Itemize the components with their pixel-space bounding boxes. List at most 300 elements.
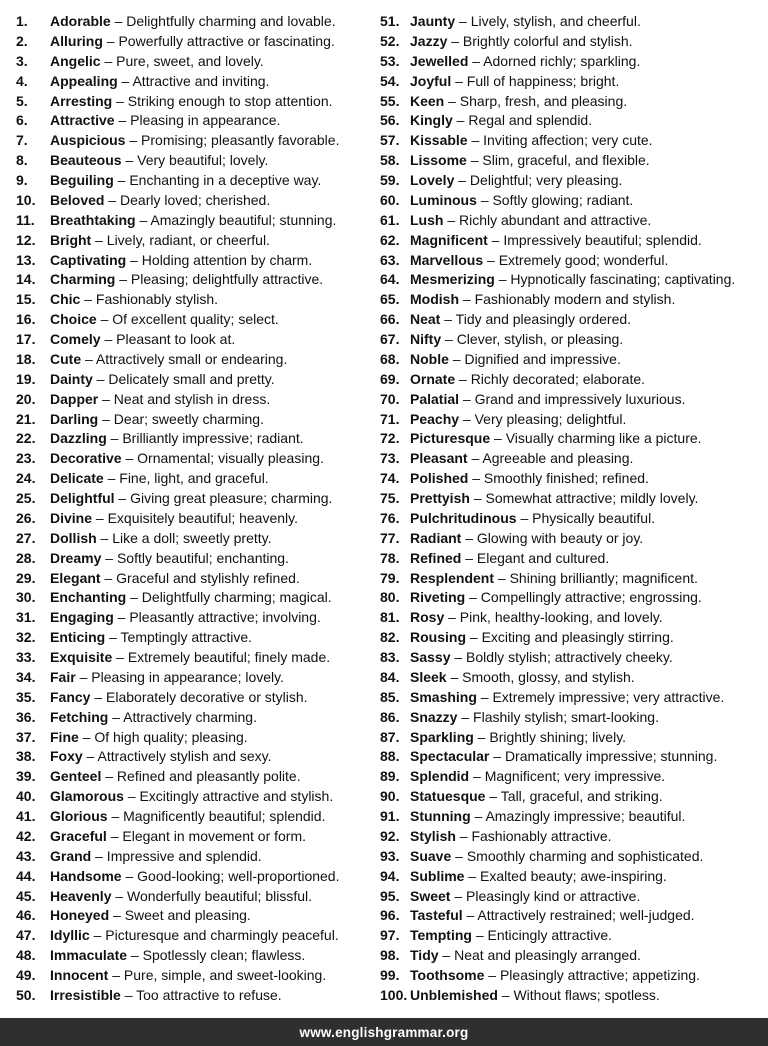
list-item <box>380 151 760 171</box>
item-definition: – Richly decorated; elaborate. <box>455 370 646 387</box>
item-word: Enchanting <box>50 589 127 606</box>
item-entry <box>50 390 270 410</box>
item-number: 60. <box>380 191 400 208</box>
list-item <box>380 807 760 827</box>
item-number: 58. <box>380 152 400 169</box>
list-item <box>380 827 760 847</box>
item-word: Immaculate <box>50 947 128 964</box>
item-definition: – Hypnotically fascinating; captivating. <box>494 271 736 288</box>
item-number: 17. <box>16 331 36 347</box>
item-entry <box>410 270 735 290</box>
item-word: Sublime <box>410 867 465 884</box>
item-word: Dreamy <box>50 549 102 566</box>
list-item <box>16 628 380 648</box>
item-number: 23. <box>16 450 36 467</box>
item-word: Beloved <box>50 191 105 208</box>
list-item <box>380 410 760 430</box>
item-number: 91. <box>380 808 400 824</box>
item-entry <box>410 966 700 986</box>
item-word: Statuesque <box>410 788 486 805</box>
item-entry <box>50 926 339 946</box>
list-item <box>380 867 760 887</box>
item-word: Foxy <box>50 748 83 765</box>
list-item <box>16 946 380 966</box>
item-number: 35. <box>16 688 36 705</box>
list-item <box>380 290 760 310</box>
item-entry <box>410 608 663 628</box>
item-entry <box>50 32 335 52</box>
item-definition: – Brilliantly impressive; radiant. <box>106 430 304 447</box>
item-definition: – Somewhat attractive; mildly lovely. <box>469 490 699 506</box>
item-entry <box>50 350 287 370</box>
item-number: 5. <box>16 92 28 109</box>
item-word: Appealing <box>50 72 118 89</box>
list-item <box>380 648 760 668</box>
list-item <box>16 688 380 708</box>
item-word: Rosy <box>410 609 445 626</box>
item-word: Enticing <box>50 629 106 646</box>
item-number: 99. <box>380 967 400 983</box>
item-definition: – Pure, simple, and sweet-looking. <box>108 967 327 983</box>
list-item <box>380 350 760 370</box>
list-item <box>16 906 380 926</box>
item-number: 29. <box>16 569 36 586</box>
item-word: Idyllic <box>50 927 90 944</box>
item-number: 74. <box>380 470 400 487</box>
item-definition: – Delightful; very pleasing. <box>454 172 623 188</box>
item-definition: – Wonderfully beautiful; blissful. <box>111 887 312 904</box>
list-item <box>16 807 380 827</box>
item-definition: – Inviting affection; very cute. <box>467 132 653 149</box>
item-definition: – Giving great pleasure; charming. <box>114 490 333 506</box>
list-item <box>16 867 380 887</box>
item-word: Kissable <box>410 132 468 149</box>
item-definition: – Tidy and pleasingly ordered. <box>440 311 632 328</box>
list-item <box>16 350 380 370</box>
item-word: Beguiling <box>50 172 114 188</box>
item-definition: – Elaborately decorative or stylish. <box>90 688 308 705</box>
list-item <box>380 131 760 151</box>
item-definition: – Full of happiness; bright. <box>451 72 620 89</box>
item-definition: – Temptingly attractive. <box>105 629 253 646</box>
list-item <box>380 946 760 966</box>
list-item <box>16 290 380 310</box>
item-number: 40. <box>16 788 36 805</box>
item-word: Nifty <box>410 331 442 347</box>
list-item <box>380 887 760 907</box>
item-entry <box>410 231 702 251</box>
list-item <box>16 926 380 946</box>
list-item <box>380 72 760 92</box>
item-entry <box>410 111 592 131</box>
item-definition: – Impressively beautiful; splendid. <box>487 231 702 248</box>
item-word: Breathtaking <box>50 211 136 228</box>
item-word: Honeyed <box>50 907 110 924</box>
list-item <box>380 469 760 489</box>
item-entry <box>410 648 673 668</box>
list-item <box>16 728 380 748</box>
item-definition: – Powerfully attractive or fascinating. <box>102 32 335 49</box>
item-number: 73. <box>380 450 400 467</box>
item-definition: – Ornamental; visually pleasing. <box>121 450 324 467</box>
item-word: Glamorous <box>50 788 124 805</box>
list-item <box>16 509 380 529</box>
item-entry <box>410 92 627 112</box>
item-entry <box>410 867 667 887</box>
item-number: 87. <box>380 728 400 745</box>
item-number: 6. <box>16 112 28 129</box>
item-definition: – Flashily stylish; smart-looking. <box>457 708 659 725</box>
item-number: 43. <box>16 847 36 864</box>
item-word: Fine <box>50 728 79 745</box>
item-definition: – Neat and pleasingly arranged. <box>438 947 641 964</box>
item-word: Smashing <box>410 688 477 705</box>
item-entry <box>50 827 306 847</box>
item-number: 90. <box>380 788 400 805</box>
item-number: 83. <box>380 649 400 665</box>
item-entry <box>410 728 626 748</box>
list-item <box>380 787 760 807</box>
item-word: Chic <box>50 291 81 308</box>
item-entry <box>410 847 703 867</box>
item-entry <box>50 867 339 887</box>
item-word: Kingly <box>410 112 453 129</box>
item-definition: – Pure, sweet, and lovely. <box>100 52 264 69</box>
item-word: Fancy <box>50 688 91 705</box>
item-number: 89. <box>380 768 400 785</box>
list-item <box>380 747 760 767</box>
item-number: 92. <box>380 827 400 844</box>
item-definition: – Amazingly impressive; beautiful. <box>470 808 686 824</box>
item-word: Choice <box>50 311 97 328</box>
item-word: Magnificent <box>410 231 488 248</box>
item-word: Jazzy <box>410 32 448 49</box>
item-definition: – Grand and impressively luxurious. <box>459 390 686 407</box>
item-number: 50. <box>16 986 36 1003</box>
item-entry <box>50 330 235 350</box>
item-number: 80. <box>380 589 400 606</box>
item-entry <box>50 946 305 966</box>
item-entry <box>50 92 333 112</box>
item-word: Genteel <box>50 768 102 785</box>
item-definition: – Smooth, glossy, and stylish. <box>446 668 635 685</box>
item-definition: – Sweet and pleasing. <box>109 907 251 924</box>
item-definition: – Fashionably stylish. <box>80 291 219 308</box>
item-entry <box>410 628 674 648</box>
item-word: Pulchritudinous <box>410 509 517 526</box>
item-definition: – Delightfully charming and lovable. <box>110 13 336 29</box>
item-number: 94. <box>380 867 400 884</box>
item-definition: – Smoothly charming and sophisticated. <box>451 847 704 864</box>
item-entry <box>50 569 300 589</box>
item-entry <box>410 12 641 32</box>
item-entry <box>50 410 264 430</box>
item-definition: – Magnificently beautiful; splendid. <box>107 808 326 824</box>
item-word: Stunning <box>410 808 471 824</box>
item-number: 96. <box>380 907 400 924</box>
item-entry <box>410 688 724 708</box>
item-definition: – Shining brilliantly; magnificent. <box>494 569 698 586</box>
item-entry <box>50 608 321 628</box>
item-word: Delicate <box>50 470 104 487</box>
item-word: Exquisite <box>50 649 113 665</box>
list-item <box>380 668 760 688</box>
list-item <box>16 668 380 688</box>
item-entry <box>50 489 332 509</box>
item-word: Sassy <box>410 649 451 665</box>
list-item <box>16 251 380 271</box>
list-item <box>380 92 760 112</box>
item-entry <box>410 787 663 807</box>
item-entry <box>410 449 633 469</box>
list-item <box>380 12 760 32</box>
item-definition: – Of high quality; pleasing. <box>78 728 248 745</box>
item-entry <box>50 211 336 231</box>
item-word: Rousing <box>410 629 466 646</box>
item-number: 37. <box>16 728 36 745</box>
item-word: Fetching <box>50 708 109 725</box>
item-entry <box>50 906 251 926</box>
item-number: 65. <box>380 291 400 308</box>
list-item <box>16 151 380 171</box>
item-number: 20. <box>16 390 36 407</box>
item-word: Innocent <box>50 967 109 983</box>
item-number: 10. <box>16 191 36 208</box>
item-word: Mesmerizing <box>410 271 495 288</box>
list-item <box>380 310 760 330</box>
list-item <box>16 608 380 628</box>
item-entry <box>410 310 631 330</box>
item-entry <box>50 708 257 728</box>
item-number: 38. <box>16 748 36 765</box>
item-word: Adorable <box>50 13 111 29</box>
list-item <box>380 767 760 787</box>
list-item <box>16 787 380 807</box>
item-entry <box>410 986 660 1006</box>
item-entry <box>50 449 324 469</box>
item-definition: – Brightly colorful and stylish. <box>447 32 633 49</box>
item-entry <box>410 32 633 52</box>
list-item <box>380 32 760 52</box>
item-definition: – Physically beautiful. <box>516 509 656 526</box>
item-entry <box>50 509 298 529</box>
item-definition: – Attractively small or endearing. <box>81 350 288 367</box>
list-item <box>16 410 380 430</box>
list-item <box>16 32 380 52</box>
item-word: Splendid <box>410 768 470 785</box>
item-entry <box>50 966 326 986</box>
list-item <box>16 449 380 469</box>
item-number: 9. <box>16 172 28 188</box>
item-definition: – Striking enough to stop attention. <box>112 92 333 109</box>
item-word: Bright <box>50 231 92 248</box>
item-number: 76. <box>380 509 400 526</box>
item-definition: – Without flaws; spotless. <box>497 986 660 1003</box>
item-number: 95. <box>380 887 400 904</box>
item-definition: – Lively, stylish, and cheerful. <box>455 13 641 29</box>
list-item <box>16 569 380 589</box>
list-item <box>16 767 380 787</box>
item-number: 2. <box>16 32 28 49</box>
item-number: 26. <box>16 509 36 526</box>
list-item <box>380 429 760 449</box>
list-item <box>16 588 380 608</box>
item-entry <box>410 410 626 430</box>
list-item <box>380 231 760 251</box>
item-number: 81. <box>380 609 400 626</box>
item-definition: – Impressive and splendid. <box>91 847 262 864</box>
item-word: Decorative <box>50 450 122 467</box>
item-word: Refined <box>410 549 462 566</box>
item-word: Suave <box>410 847 452 864</box>
item-word: Handsome <box>50 867 122 884</box>
item-number: 28. <box>16 549 36 566</box>
item-entry <box>50 52 264 72</box>
item-definition: – Pleasingly kind or attractive. <box>450 887 641 904</box>
item-word: Prettyish <box>410 490 470 506</box>
list-item <box>380 509 760 529</box>
item-word: Pleasant <box>410 450 468 467</box>
item-definition: – Richly abundant and attractive. <box>443 211 652 228</box>
item-definition: – Fashionably attractive. <box>455 827 612 844</box>
item-definition: – Clever, stylish, or pleasing. <box>441 331 624 347</box>
item-word: Grand <box>50 847 92 864</box>
item-number: 36. <box>16 708 36 725</box>
item-number: 22. <box>16 430 36 447</box>
item-number: 3. <box>16 52 28 69</box>
item-definition: – Softly glowing; radiant. <box>476 191 634 208</box>
item-entry <box>410 211 651 231</box>
list-item <box>380 211 760 231</box>
item-entry <box>50 986 282 1006</box>
item-definition: – Pleasing in appearance; lovely. <box>75 668 285 685</box>
item-definition: – Smoothly finished; refined. <box>468 470 649 487</box>
item-entry <box>410 946 641 966</box>
item-entry <box>410 827 612 847</box>
item-entry <box>50 847 262 867</box>
item-word: Captivating <box>50 251 127 268</box>
item-definition: – Too attractive to refuse. <box>120 986 282 1003</box>
list-item <box>380 52 760 72</box>
item-definition: – Neat and stylish in dress. <box>98 390 271 407</box>
item-word: Fair <box>50 668 76 685</box>
item-definition: – Pleasing in appearance. <box>114 112 281 129</box>
item-number: 1. <box>16 13 28 29</box>
item-word: Divine <box>50 509 93 526</box>
item-number: 46. <box>16 907 36 924</box>
item-number: 72. <box>380 430 400 447</box>
item-word: Sparkling <box>410 728 474 745</box>
item-entry <box>410 171 622 191</box>
list-item <box>16 986 380 1006</box>
item-entry <box>50 887 312 907</box>
list-item <box>380 370 760 390</box>
item-entry <box>410 588 702 608</box>
item-number: 34. <box>16 668 36 685</box>
item-definition: – Picturesque and charmingly peaceful. <box>89 927 339 944</box>
list-item <box>380 986 760 1006</box>
item-word: Heavenly <box>50 887 112 904</box>
item-entry <box>410 350 621 370</box>
item-entry <box>410 767 665 787</box>
item-definition: – Holding attention by charm. <box>126 251 313 268</box>
item-word: Toothsome <box>410 967 485 983</box>
item-number: 32. <box>16 629 36 646</box>
list-item <box>16 648 380 668</box>
item-definition: – Pleasantly attractive; involving. <box>113 609 321 626</box>
item-definition: – Elegant and cultured. <box>461 549 610 566</box>
item-number: 64. <box>380 271 400 288</box>
item-number: 49. <box>16 967 36 983</box>
item-word: Tasteful <box>410 907 463 924</box>
list-item <box>16 211 380 231</box>
list-item <box>16 92 380 112</box>
item-definition: – Graceful and stylishly refined. <box>100 569 300 586</box>
item-entry <box>410 151 650 171</box>
list-item <box>16 171 380 191</box>
item-entry <box>410 390 685 410</box>
item-number: 86. <box>380 708 400 725</box>
list-item <box>380 569 760 589</box>
list-item <box>16 191 380 211</box>
item-number: 77. <box>380 529 400 546</box>
item-definition: – Lively, radiant, or cheerful. <box>91 231 270 248</box>
item-number: 51. <box>380 13 400 29</box>
item-definition: – Sharp, fresh, and pleasing. <box>444 92 628 109</box>
item-entry <box>410 429 702 449</box>
list-item <box>16 708 380 728</box>
item-word: Auspicious <box>50 132 126 149</box>
item-number: 21. <box>16 410 36 427</box>
item-definition: – Dignified and impressive. <box>448 350 621 367</box>
list-item <box>380 688 760 708</box>
item-definition: – Dearly loved; cherished. <box>104 191 271 208</box>
item-word: Sleek <box>410 668 447 685</box>
list-item <box>380 330 760 350</box>
item-entry <box>410 72 619 92</box>
item-word: Jewelled <box>410 52 469 69</box>
item-definition: – Extremely good; wonderful. <box>483 251 669 268</box>
item-definition: – Good-looking; well-proportioned. <box>121 867 340 884</box>
item-definition: – Of excellent quality; select. <box>96 311 279 328</box>
item-number: 13. <box>16 251 36 268</box>
item-definition: – Excitingly attractive and stylish. <box>123 788 334 805</box>
item-entry <box>50 429 304 449</box>
item-entry <box>410 747 717 767</box>
item-definition: – Refined and pleasantly polite. <box>101 768 301 785</box>
list-item <box>16 330 380 350</box>
item-number: 78. <box>380 549 400 566</box>
item-number: 7. <box>16 132 28 149</box>
item-number: 16. <box>16 311 36 328</box>
item-word: Lissome <box>410 152 467 169</box>
item-number: 4. <box>16 72 28 89</box>
item-definition: – Very beautiful; lovely. <box>121 152 269 169</box>
item-entry <box>50 688 308 708</box>
website-url: www.englishgrammar.org <box>299 1024 469 1040</box>
item-entry <box>50 648 330 668</box>
list-item <box>380 390 760 410</box>
item-number: 71. <box>380 410 400 427</box>
item-entry <box>410 131 653 151</box>
item-entry <box>410 469 649 489</box>
list-item <box>380 728 760 748</box>
item-word: Delightful <box>50 490 115 506</box>
item-definition: – Attractively restrained; well-judged. <box>462 907 695 924</box>
item-number: 42. <box>16 827 36 844</box>
item-word: Noble <box>410 350 449 367</box>
item-definition: – Enticingly attractive. <box>471 927 613 944</box>
